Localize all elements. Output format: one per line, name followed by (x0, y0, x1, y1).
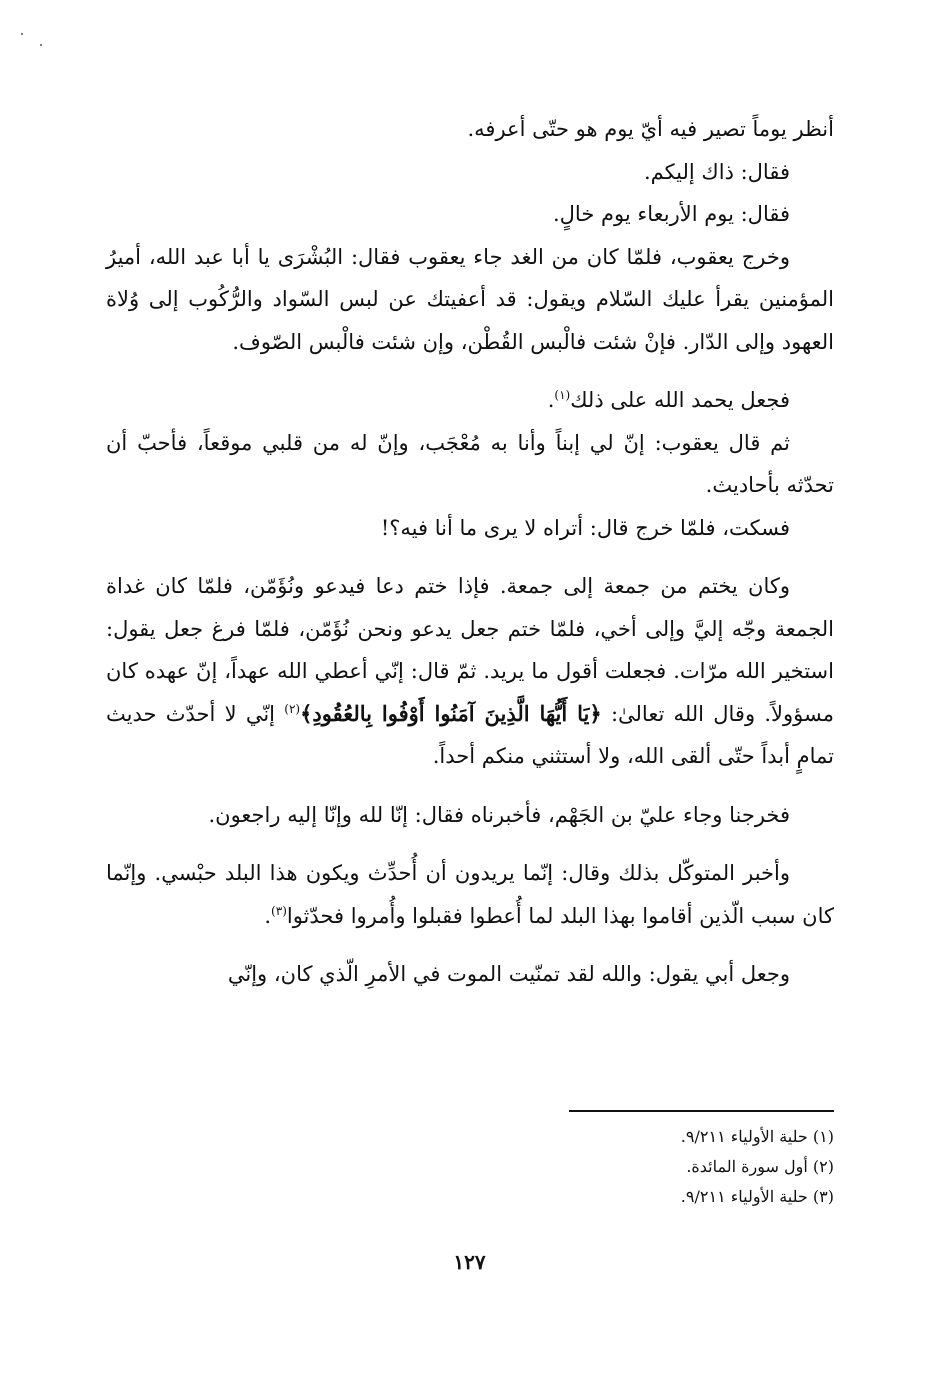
paragraph-text: وأخبر المتوكّل بذلك وقال: إنّما يريدون أن أُحدِّث ويكون هذا البلد حبْسي. وإنّما كان سبب الّذين أقاموا بهذا البلد لما أُعطوا فقبلوا وأُمروا فحدّثوا (106, 861, 834, 928)
quran-verse: ﴿يَا أَيُّهَا الَّذِينَ آمَنُوا أَوْفُوا بِالعُقُودِ﴾ (300, 700, 602, 726)
footnote-ref: (١) (554, 388, 571, 402)
paragraph-tail: إنّي لا أحدّث حديث تمامٍ أبداً حتّى ألقى الله، ولا أستثني منكم أحداً. (106, 701, 834, 768)
paragraph (106, 565, 834, 778)
footnote-ref: (٣) (271, 903, 287, 918)
body-text (106, 108, 834, 996)
page-number: ١٢٧ (453, 1250, 486, 1274)
paragraph-tail: . (264, 903, 272, 928)
scan-speck (21, 33, 23, 35)
paragraph: ثم قال يعقوب: إنّ لي إبناً وأنا به مُعْجَب، وإنّ له من قلبي موقعاً، فأحبّ أن تحدّثه بأحاديث. (106, 430, 834, 497)
paragraph-tail: . (547, 388, 555, 412)
paragraph-text: فجعل يحمد الله على ذلك (570, 388, 790, 412)
paragraph: وجعل أبي يقول: والله لقد تمنّيت الموت في الأمرِ الّذي كان، وإنّي (227, 962, 790, 986)
paragraph: أنظر يوماً تصير فيه أيّ يوم هو حتّى أعرفه. (467, 117, 834, 141)
footnote: (١) حلية الأولياء ٩/٢١١. (680, 1127, 834, 1146)
paragraph: وخرج يعقوب، فلمّا كان من الغد جاء يعقوب فقال: البُشْرَى يا أبا عبد الله، أميرُ المؤمنين يقرأ عليك السّلام ويقول: قد أعفيتك عن لبس السّواد والرُّكُوب إلى وُلاة العهود وإلى الدّار. فإنْ شئت فالْبس القُطْن، وإن شئت فالْبس الصّوف. (106, 244, 834, 354)
paragraph: فسكت، فلمّا خرج قال: أتراه لا يرى ما أنا فيه؟! (380, 515, 790, 540)
paragraph: فقال: يوم الأربعاء يوم خالٍ. (553, 202, 790, 226)
footnote-ref: (٢) (284, 701, 301, 716)
footnotes (434, 1122, 834, 1212)
paragraph (106, 852, 834, 937)
paragraph-text: وكان يختم من جمعة إلى جمعة. فإذا ختم دعا فيدعو ونُؤَمّن، فلمّا كان غداة الجمعة وجّه إليَّ وإلى أخي، فلمّا ختم جعل يدعو ونحن نُؤَمّن، فلمّا فرغ جعل يقول: استخير الله مرّات. فجعلت أقول ما يريد. ثمّ قال: إنّي أعطي الله عهداً، إنّ عهده كان مسؤولاً. وقال الله تعالىٰ: (106, 574, 834, 726)
paragraph: فقال: ذاك إليكم. (643, 159, 790, 184)
scan-speck (40, 44, 42, 46)
footnote: (٣) حلية الأولياء ٩/٢١١. (680, 1187, 834, 1206)
paragraph (106, 379, 834, 422)
footnote: (٢) أول سورة المائدة. (686, 1157, 834, 1176)
paragraph: فخرجنا وجاء عليّ بن الجَهْم، فأخبرناه فقال: إنّا لله وإنّا إليه راجعون. (208, 802, 790, 827)
footnote-divider (569, 1110, 834, 1112)
